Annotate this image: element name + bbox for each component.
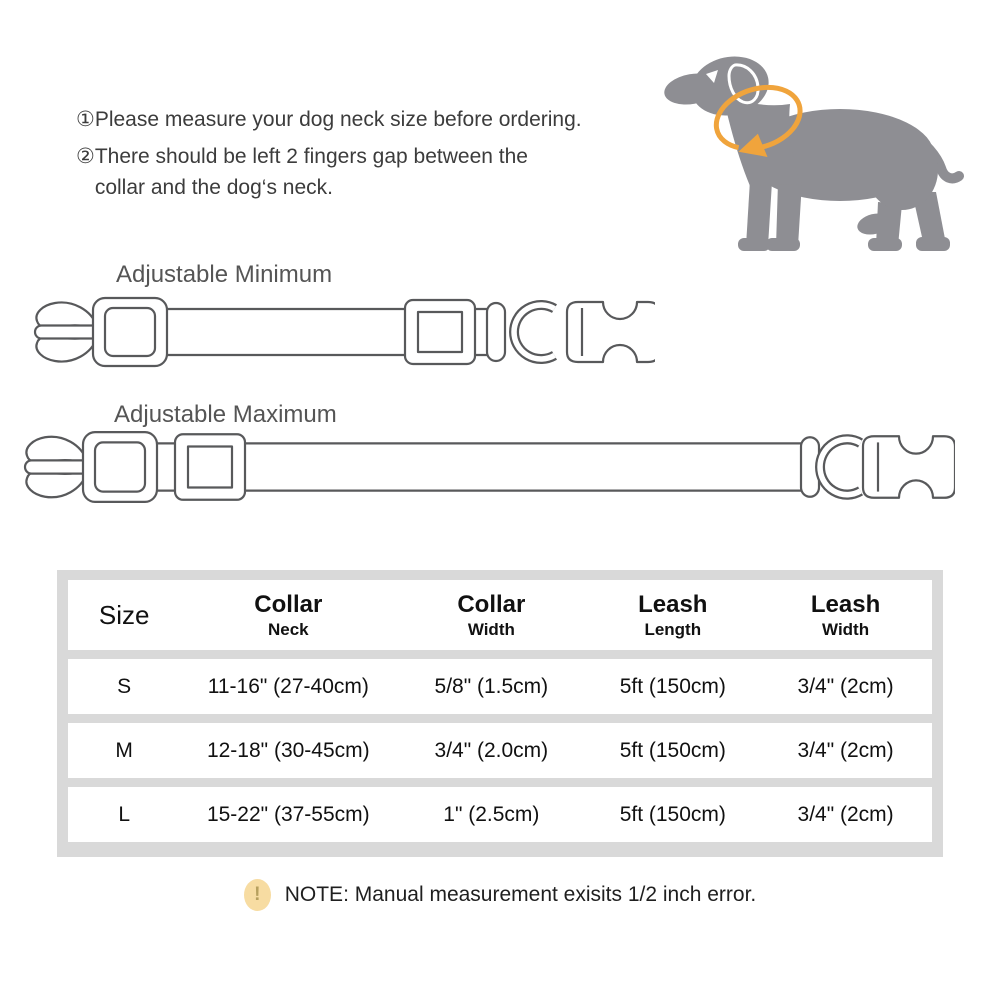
header-title: Leash [638, 590, 708, 618]
dog-paw [916, 237, 950, 251]
triglide-slider-icon [175, 434, 245, 500]
header-subtitle: Width [822, 619, 870, 639]
cell-leash-length: 5ft (150cm) [619, 674, 726, 698]
instruction-item-1 [76, 104, 676, 135]
instruction-line: There should be left 2 fingers gap between the [94, 145, 528, 168]
collar-maximum-diagram [0, 426, 955, 508]
ordering-instructions [76, 104, 676, 209]
buckle-male-icon [25, 432, 157, 502]
size-table [57, 570, 943, 857]
instruction-text [95, 104, 676, 135]
table-header-row [68, 580, 932, 650]
dog-paw [766, 238, 800, 251]
header-cell-leash-width [759, 592, 932, 639]
instruction-number: ① [76, 108, 95, 131]
dog-leg [746, 180, 772, 246]
cell-collar-width: 5/8" (1.5cm) [434, 674, 549, 698]
header-title: Collar [254, 590, 323, 618]
keeper-icon [487, 303, 505, 361]
table-row-s [68, 659, 932, 714]
header-title: Size [98, 600, 150, 630]
d-ring-icon [514, 305, 554, 359]
buckle-male-icon [35, 298, 167, 366]
collar-minimum-diagram [5, 292, 655, 372]
instruction-line: Please measure your dog neck size before ordering. [94, 108, 582, 131]
measurement-note [0, 879, 1000, 911]
header-subtitle: Width [467, 619, 515, 639]
adjustable-maximum-label: Adjustable Maximum [114, 401, 337, 428]
header-cell-collar-neck [180, 592, 396, 639]
cell-leash-length: 5ft (150cm) [619, 802, 726, 826]
cell-collar-width: 3/4" (2.0cm) [434, 738, 549, 762]
buckle-female-icon [863, 436, 955, 498]
note-text: NOTE: Manual measurement exisits 1/2 inch error. [284, 883, 757, 906]
dog-leg [776, 182, 802, 246]
table-row-l [68, 787, 932, 842]
header-subtitle: Neck [267, 619, 309, 639]
dog-silhouette [662, 50, 959, 251]
adjustable-minimum-arrow [100, 261, 640, 289]
instruction-text [95, 141, 676, 203]
cell-collar-neck: 11-16" (27-40cm) [207, 674, 369, 698]
dog-illustration [650, 32, 980, 267]
instruction-line: collar and the dog‘s neck. [94, 176, 333, 199]
cell-leash-width: 3/4" (2cm) [797, 738, 894, 762]
cell-leash-length: 5ft (150cm) [619, 738, 726, 762]
dog-paw [738, 238, 770, 251]
adjustable-minimum-label: Adjustable Minimum [116, 261, 333, 288]
exclamation-icon: ! [244, 879, 271, 911]
header-title: Leash [810, 590, 881, 618]
cell-size: M [115, 738, 133, 762]
cell-collar-width: 1" (2.5cm) [443, 802, 540, 826]
triglide-slider-icon [405, 300, 475, 364]
cell-size: L [118, 802, 130, 826]
instruction-number: ② [76, 145, 95, 168]
cell-leash-width: 3/4" (2cm) [797, 674, 894, 698]
buckle-female-icon [567, 302, 655, 362]
header-cell-collar-width [396, 592, 586, 639]
instruction-item-2 [76, 141, 676, 203]
header-cell-leash-length [586, 592, 759, 639]
cell-collar-neck: 15-22" (37-55cm) [206, 802, 370, 826]
adjustable-maximum-arrow [98, 401, 950, 429]
header-subtitle: Length [644, 619, 702, 639]
cell-collar-neck: 12-18" (30-45cm) [206, 738, 370, 762]
dog-paw [868, 238, 902, 251]
d-ring-icon [820, 439, 860, 494]
cell-leash-width: 3/4" (2cm) [797, 802, 894, 826]
header-title: Collar [457, 590, 526, 618]
table-row-m [68, 723, 932, 778]
cell-size: S [117, 674, 132, 698]
header-cell-size [68, 602, 180, 628]
